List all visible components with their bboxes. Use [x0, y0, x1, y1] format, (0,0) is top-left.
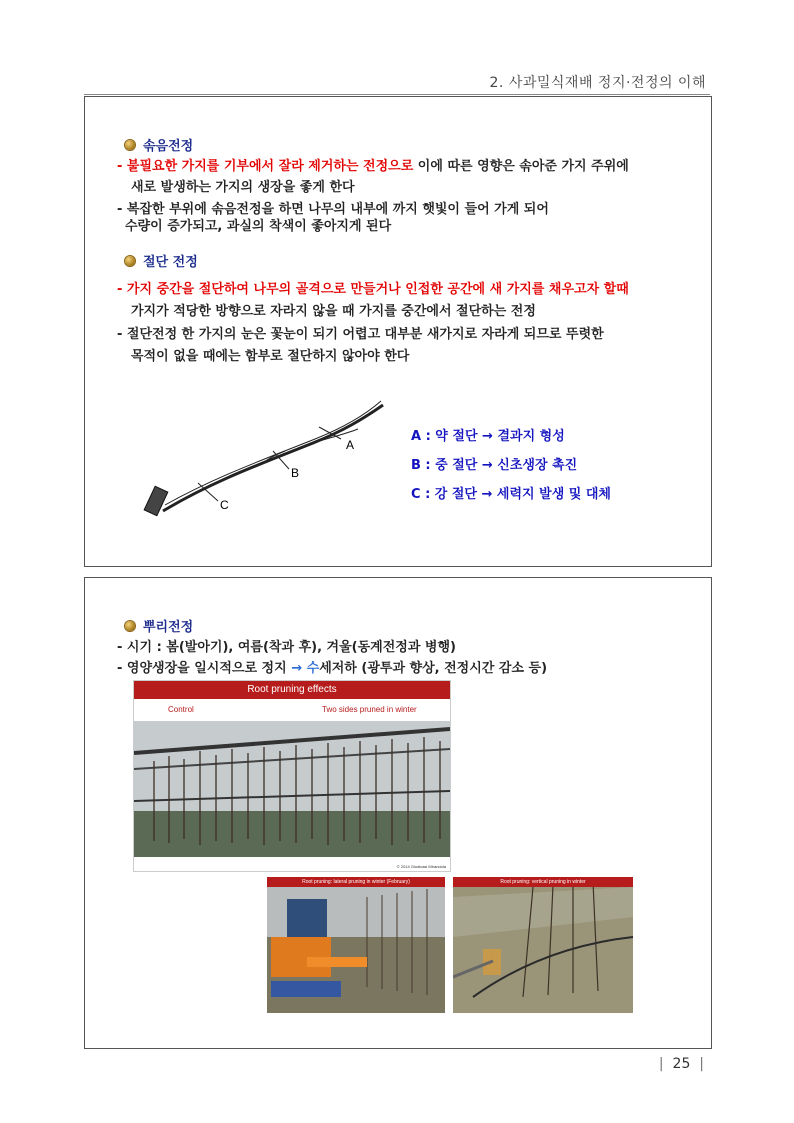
- photo-banner: Root pruning effects: [134, 681, 450, 699]
- section-heading-back: [125, 251, 198, 270]
- text-line: - 가지 중간을 절단하여 나무의 골격으로 만들거나 인접한 공간에 새 가지를 채우고자 할때: [117, 282, 629, 297]
- label-b: B: [291, 466, 300, 480]
- section-thinning: [125, 135, 193, 154]
- photo-root-pruning-effects: [133, 680, 451, 872]
- slide-root-pruning: [84, 577, 712, 1049]
- text-line: - 절단전정 한 가지의 눈은 꽃눈이 되기 어렵고 대부분 새가지로 자라게 되므로 뚜렷한: [117, 327, 604, 342]
- bullet-icon: [125, 256, 135, 266]
- bullet-icon: [125, 621, 135, 631]
- running-header: 2. 사과밀식재배 정지·전정의 이해: [489, 75, 706, 91]
- photo-banner: Root pruning: lateral pruning in winter (February): [267, 877, 445, 887]
- photo-vertical-pruning: [453, 877, 633, 1013]
- photo-label-pruned: Two sides pruned in winter: [322, 705, 417, 714]
- arrow-text: →: [291, 661, 307, 676]
- text-line: 가지가 적당한 방향으로 자라지 않을 때 가지를 중간에서 절단하는 전정: [131, 304, 536, 319]
- section-root-pruning: [125, 616, 193, 635]
- legend-b: B : 중 절단 → 신초생장 촉진: [411, 458, 578, 473]
- page-number-text: 25: [672, 1056, 691, 1072]
- label-a: A: [346, 438, 355, 452]
- slide-pruning-types: [84, 96, 712, 567]
- text: 이에 따른 영향은 솎아준 가지 주위에: [413, 159, 629, 174]
- bullet-icon: [125, 140, 135, 150]
- text-line: [117, 657, 547, 676]
- text-line: 수량이 증가되고, 과실의 착색이 좋아지게 된다: [125, 219, 392, 234]
- text: 수: [306, 661, 320, 676]
- photo-label-control: Control: [168, 705, 194, 714]
- header-rule: [84, 94, 710, 95]
- page-number: | 25 |: [658, 1056, 704, 1072]
- text-line: - 시기 : 봄(발아기), 여름(착과 후), 겨울(동계전정과 병행): [117, 640, 456, 655]
- section-title: 솎음전정: [143, 139, 194, 154]
- photo-credit: © 2014 Giudicasi Mirandola: [396, 864, 446, 869]
- text: 세저하 (광투과 향상, 전정시간 감소 등): [319, 661, 548, 676]
- branch-cut-diagram: [143, 393, 393, 523]
- highlight-text: - 불필요한 가지를 기부에서 잘라 제거하는 전정으로: [117, 159, 414, 174]
- photo-banner: Root pruning: vertical pruning in winter: [453, 877, 633, 887]
- text-line: [117, 155, 629, 174]
- orchard-photo: [134, 721, 450, 857]
- legend-a: A : 약 절단 → 결과지 형성: [411, 429, 565, 444]
- text: - 영양생장을 일시적으로 정지: [117, 661, 292, 676]
- section-title: 절단 전정: [143, 255, 198, 270]
- text-line: 목적이 없을 때에는 함부로 절단하지 않아야 한다: [131, 349, 410, 364]
- label-c: C: [220, 498, 229, 512]
- text-line: - 복잡한 부위에 솎음전정을 하면 나무의 내부에 까지 햇빛이 들어 가게 되어: [117, 202, 549, 217]
- vertical-pruning-photo: [453, 877, 633, 1013]
- legend-c: C : 강 절단 → 세력지 발생 및 대체: [411, 487, 611, 502]
- text-line: 새로 발생하는 가지의 생장을 좋게 한다: [131, 180, 355, 195]
- section-title: 뿌리전정: [143, 620, 194, 635]
- photo-lateral-pruning: [267, 877, 445, 1013]
- tractor-photo: [267, 877, 445, 1013]
